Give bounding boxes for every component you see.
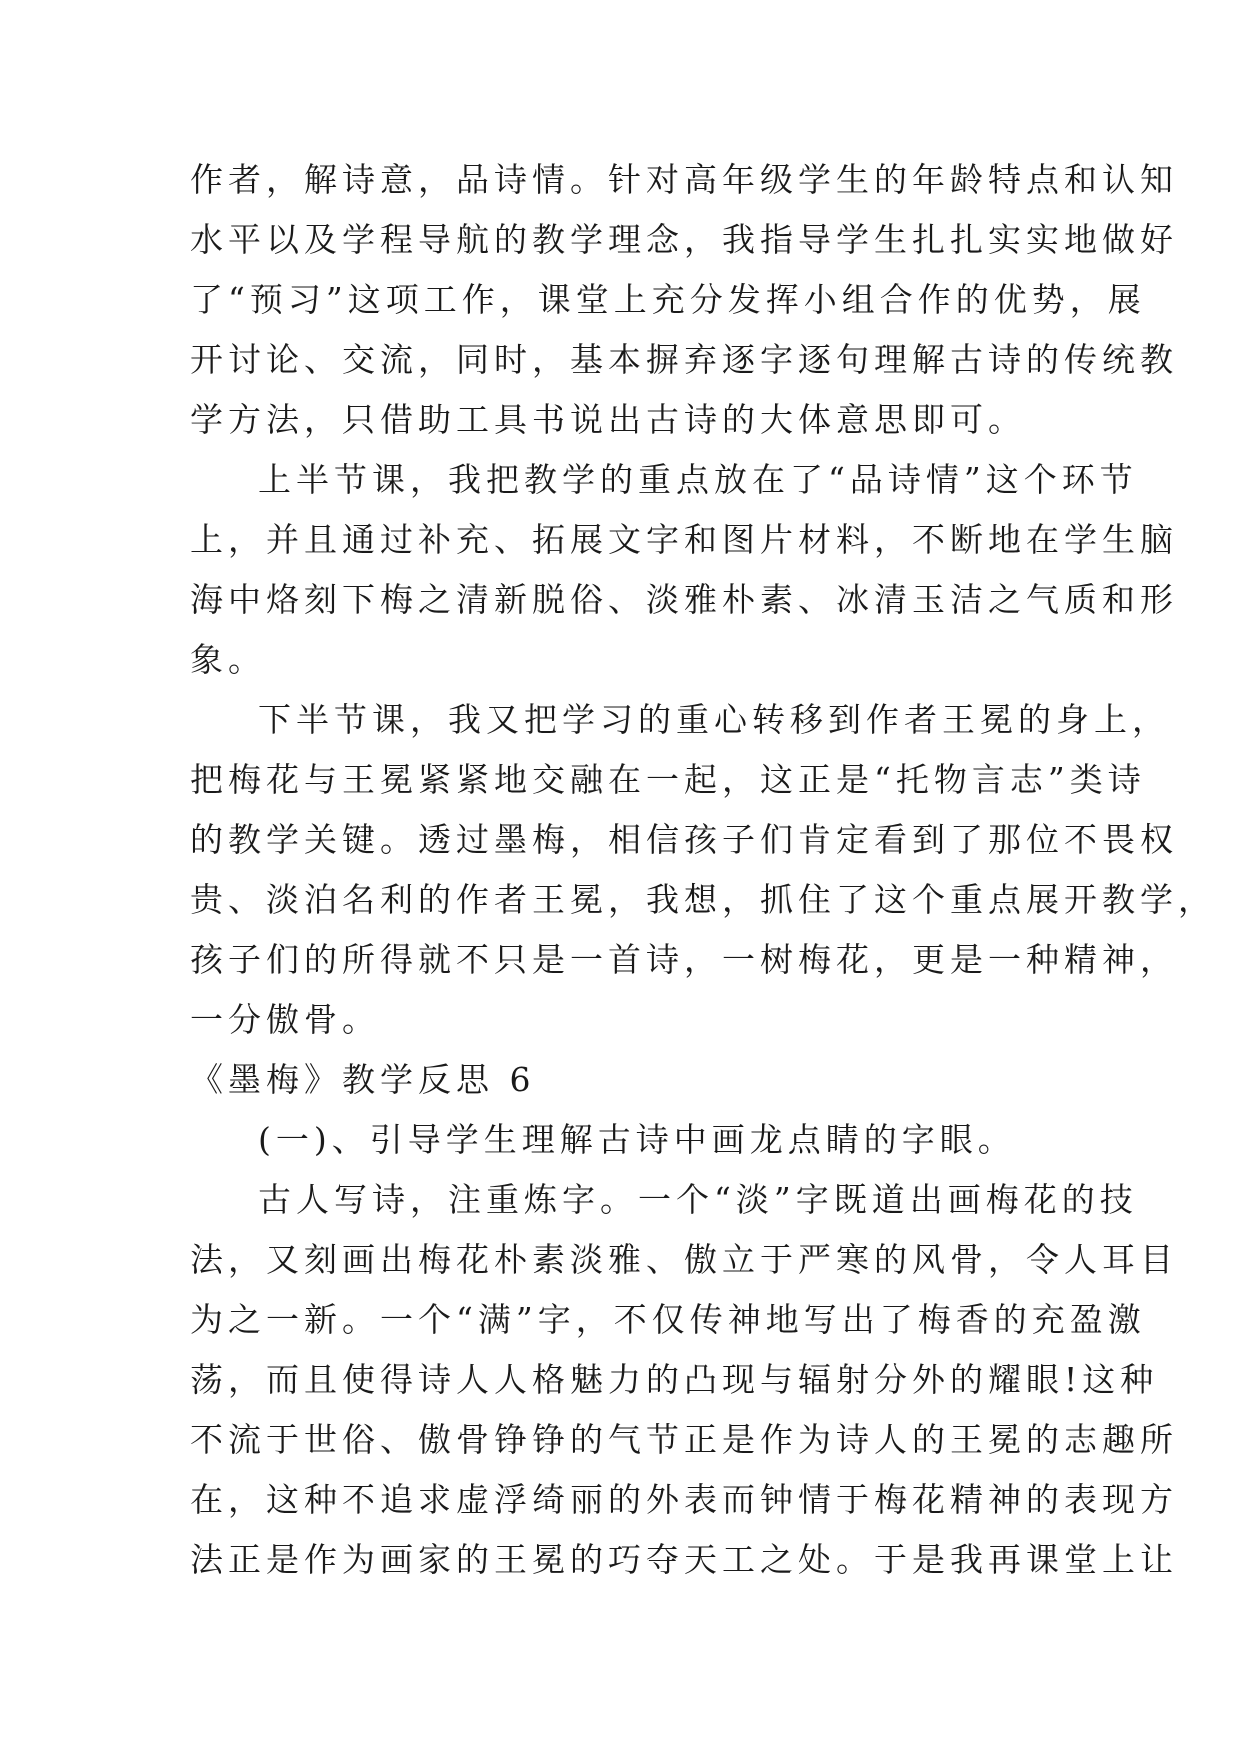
- section-heading: 《墨梅》教学反思 6: [190, 1060, 536, 1099]
- text-line: 为之一新。一个“满”字，不仅传神地写出了梅香的充盈激: [190, 1300, 1146, 1339]
- text-line: 学方法，只借助工具书说出古诗的大体意思即可。: [190, 400, 1026, 439]
- text-line: 象。: [190, 640, 266, 679]
- paragraph-start-line: 上半节课，我把教学的重点放在了“品诗情”这个环节: [258, 460, 1138, 499]
- text-line: 作者，解诗意，品诗情。针对高年级学生的年龄特点和认知: [190, 160, 1178, 199]
- text-line: 在，这种不追求虚浮绮丽的外表而钟情于梅花精神的表现方: [190, 1480, 1178, 1519]
- paragraph-start-line: 古人写诗，注重炼字。一个“淡”字既道出画梅花的技: [258, 1180, 1138, 1219]
- subheading-line: (一)、引导学生理解古诗中画龙点睛的字眼。: [258, 1120, 1016, 1159]
- text-line: 法，又刻画出梅花朴素淡雅、傲立于严寒的风骨，令人耳目: [190, 1240, 1178, 1279]
- text-line: 了“预习”这项工作，课堂上充分发挥小组合作的优势，展: [190, 280, 1146, 319]
- text-line: 水平以及学程导航的教学理念，我指导学生扎扎实实地做好: [190, 220, 1178, 259]
- text-line: 一分傲骨。: [190, 1000, 380, 1039]
- text-line: 的教学关键。透过墨梅，相信孩子们肯定看到了那位不畏权: [190, 820, 1178, 859]
- text-line: 贵、淡泊名利的作者王冕，我想，抓住了这个重点展开教学，: [190, 880, 1216, 919]
- text-line: 孩子们的所得就不只是一首诗，一树梅花，更是一种精神，: [190, 940, 1178, 979]
- text-line: 上，并且通过补充、拓展文字和图片材料，不断地在学生脑: [190, 520, 1178, 559]
- text-line: 法正是作为画家的王冕的巧夺天工之处。于是我再课堂上让: [190, 1540, 1178, 1579]
- paragraph-start-line: 下半节课，我又把学习的重心转移到作者王冕的身上，: [258, 700, 1170, 739]
- text-line: 荡，而且使得诗人人格魅力的凸现与辐射分外的耀眼!这种: [190, 1360, 1159, 1399]
- text-line: 开讨论、交流，同时，基本摒弃逐字逐句理解古诗的传统教: [190, 340, 1178, 379]
- text-line: 把梅花与王冕紧紧地交融在一起，这正是“托物言志”类诗: [190, 760, 1146, 799]
- text-line: 海中烙刻下梅之清新脱俗、淡雅朴素、冰清玉洁之气质和形: [190, 580, 1178, 619]
- document-body: [190, 150, 1216, 1590]
- text-line: 不流于世俗、傲骨铮铮的气节正是作为诗人的王冕的志趣所: [190, 1420, 1178, 1459]
